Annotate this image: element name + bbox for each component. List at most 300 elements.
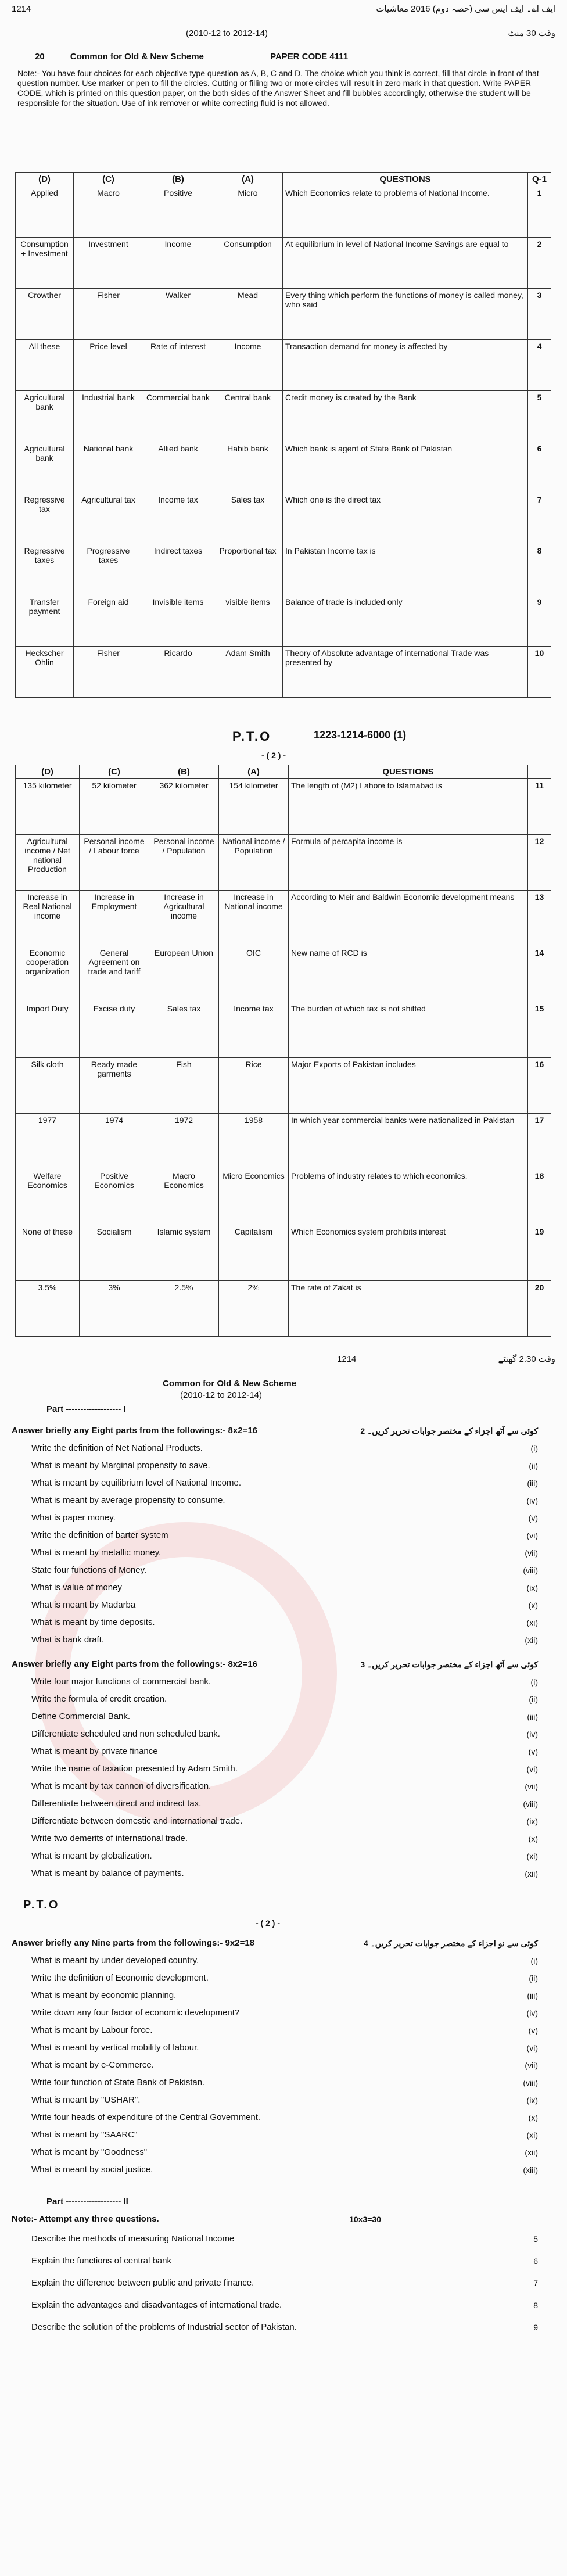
question-item-en: What is meant by economic planning.: [31, 1990, 177, 2000]
option-a: Capitalism: [219, 1225, 289, 1281]
option-d: 135 kilometer: [16, 779, 80, 835]
question-heading: [12, 1935, 555, 1952]
question-number: 1: [528, 186, 551, 238]
question-item: [12, 2004, 555, 2022]
question-item-number: (ix): [526, 1817, 538, 1826]
question-2: [12, 1422, 555, 1649]
option-a: Consumption: [213, 238, 283, 289]
option-d: All these: [16, 340, 74, 391]
question-item: [12, 1795, 555, 1813]
header-title-urdu: ایف اے۔ ایف ایس سی (حصہ دوم) 2016 معاشیات: [376, 4, 555, 14]
question-text: The length of (M2) Lahore to Islamabad is: [289, 779, 528, 835]
question-item-en: Write four major functions of commercial bank.: [31, 1677, 211, 1687]
option-b: Ricardo: [143, 647, 213, 698]
page-marker: - ( 2 ) -: [261, 751, 286, 760]
option-a: 154 kilometer: [219, 779, 289, 835]
question-number: 5: [528, 391, 551, 442]
question-item-number: (ix): [526, 2096, 538, 2105]
table-row: [16, 391, 551, 442]
option-a: 1958: [219, 1114, 289, 1169]
pto-label-2: P.T.O: [23, 1899, 60, 1911]
subjective-scheme-line: [12, 1378, 555, 1390]
option-d: Crowther: [16, 289, 74, 340]
option-a: 2%: [219, 1281, 289, 1337]
option-d: Regressive taxes: [16, 544, 74, 595]
column-header: Q-1: [528, 173, 551, 186]
question-number: 14: [528, 946, 551, 1002]
question-text: According to Meir and Baldwin Economic development means: [289, 891, 528, 946]
column-header: QUESTIONS: [289, 765, 528, 779]
header-line-3: [12, 51, 555, 63]
option-b: Rate of interest: [143, 340, 213, 391]
table-row: [16, 238, 551, 289]
question-item: [12, 1596, 555, 1614]
table-row: [16, 340, 551, 391]
question-text: In Pakistan Income tax is: [283, 544, 528, 595]
question-item-en: What is paper money.: [31, 1513, 116, 1523]
question-item-en: Write two demerits of international trade.: [31, 1834, 188, 1843]
question-item-number: (xii): [525, 2148, 538, 2157]
question-number: 11: [528, 779, 551, 835]
question-text: Transaction demand for money is affected by: [283, 340, 528, 391]
question-item-en: Differentiate between domestic and international trade.: [31, 1816, 243, 1826]
table-row: [16, 946, 551, 1002]
column-header: (B): [149, 765, 219, 779]
question-item-en: Write down any four factor of economic development?: [31, 2008, 240, 2018]
question-text: In which year commercial banks were nationalized in Pakistan: [289, 1114, 528, 1169]
question-item: [12, 1987, 555, 2004]
table-row: [16, 544, 551, 595]
option-a: Proportional tax: [213, 544, 283, 595]
option-b: 2.5%: [149, 1281, 219, 1337]
page-marker-2: - ( 2 ) -: [256, 1918, 280, 1928]
question-heading-ur: کوئی سے آٹھ اجزاء کے مختصر جوابات تحریر کریں۔ 2: [360, 1426, 538, 1436]
option-a: Adam Smith: [213, 647, 283, 698]
question-text: Theory of Absolute advantage of international Trade was presented by: [283, 647, 528, 698]
objective-table-2: [15, 765, 551, 1337]
question-item: [12, 1579, 555, 1596]
question-number: 9: [528, 595, 551, 647]
option-c: Personal income / Labour force: [80, 835, 149, 891]
header-line-1: [12, 3, 555, 15]
option-a: Micro: [213, 186, 283, 238]
option-c: Positive Economics: [80, 1169, 149, 1225]
part-two: [12, 2193, 555, 2338]
question-item: [12, 1760, 555, 1778]
question-item-number: (vii): [525, 1782, 538, 1791]
question-item: [12, 2161, 555, 2179]
question-item-number: (vii): [525, 1548, 538, 1558]
question-number: 17: [528, 1114, 551, 1169]
question-item-number: (vi): [526, 1531, 538, 1540]
option-a: Income: [213, 340, 283, 391]
question-item-en: Define Commercial Bank.: [31, 1712, 131, 1721]
header-marks: 20: [35, 52, 45, 62]
question-item-number: (iv): [526, 1496, 538, 1505]
question-item: [12, 1847, 555, 1865]
question-item-en: What is meant by Marginal propensity to save.: [31, 1461, 210, 1470]
table-row: [16, 186, 551, 238]
option-c: 52 kilometer: [80, 779, 149, 835]
question-heading: [12, 1422, 555, 1440]
question-item-en: Write the definition of Net National Products.: [31, 1443, 203, 1453]
question-item: [12, 1725, 555, 1743]
option-a: Increase in National income: [219, 891, 289, 946]
part-two-title-line: [12, 2193, 555, 2211]
question-4: [12, 1935, 555, 2179]
question-number: 18: [528, 1169, 551, 1225]
option-d: Agricultural bank: [16, 391, 74, 442]
part-two-instruction: Note:- Attempt any three questions.: [12, 2214, 159, 2224]
question-item-en: What is meant by balance of payments.: [31, 1868, 184, 1878]
question-item: [12, 2144, 555, 2161]
question-item: [12, 1969, 555, 1987]
question-heading-ur: کوئی سے نو اجزاء کے مختصر جوابات تحریر کریں۔ 4: [363, 1939, 538, 1948]
column-header: (A): [219, 765, 289, 779]
question-item-number: (viii): [523, 1566, 538, 1575]
table-row: [16, 595, 551, 647]
option-a: Mead: [213, 289, 283, 340]
option-a: visible items: [213, 595, 283, 647]
question-item-number: (xi): [526, 1852, 538, 1861]
option-b: Walker: [143, 289, 213, 340]
question-item-number: (ii): [529, 1461, 538, 1470]
question-item: [12, 1544, 555, 1562]
option-d: Silk cloth: [16, 1058, 80, 1114]
question-item-en: What is bank draft.: [31, 1635, 105, 1645]
option-a: Sales tax: [213, 493, 283, 544]
header-time: وقت 30 منٹ: [508, 28, 555, 38]
question-item-number: (iii): [527, 1991, 538, 2000]
paper-header: [12, 3, 555, 63]
option-a: Income tax: [219, 1002, 289, 1058]
question-item-en: State four functions of Money.: [31, 1565, 147, 1575]
option-d: Transfer payment: [16, 595, 74, 647]
question-item-number: (xiii): [523, 2165, 538, 2175]
question-text: Which Economics system prohibits interest: [289, 1225, 528, 1281]
long-question-number: 8: [533, 2301, 538, 2310]
option-c: 1974: [80, 1114, 149, 1169]
option-a: Micro Economics: [219, 1169, 289, 1225]
option-d: Agricultural bank: [16, 442, 74, 493]
option-c: Macro: [74, 186, 143, 238]
question-number: 6: [528, 442, 551, 493]
question-item-number: (v): [528, 1513, 538, 1523]
question-item: [12, 1673, 555, 1691]
question-number: 2: [528, 238, 551, 289]
question-text: The rate of Zakat is: [289, 1281, 528, 1337]
part-two-marks: 10x3=30: [349, 2215, 381, 2224]
question-item: [12, 1440, 555, 1457]
question-item-number: (v): [528, 1747, 538, 1756]
subjective-session-line: [12, 1390, 555, 1401]
question-number: 8: [528, 544, 551, 595]
question-item-en: Differentiate between direct and indirect tax.: [31, 1799, 202, 1809]
question-number: 4: [528, 340, 551, 391]
question-text: Major Exports of Pakistan includes: [289, 1058, 528, 1114]
option-c: Excise duty: [80, 1002, 149, 1058]
option-b: Positive: [143, 186, 213, 238]
objective-table-1: [15, 172, 551, 698]
option-c: Foreign aid: [74, 595, 143, 647]
question-heading-en: Answer briefly any Nine parts from the followings:- 9x2=18: [12, 1938, 255, 1948]
header-session: (2010-12 to 2012-14): [186, 28, 268, 38]
option-c: Fisher: [74, 289, 143, 340]
option-d: Import Duty: [16, 1002, 80, 1058]
question-item-number: (viii): [523, 1799, 538, 1809]
question-text: New name of RCD is: [289, 946, 528, 1002]
option-b: European Union: [149, 946, 219, 1002]
table-header-row: [16, 765, 551, 779]
option-d: Consumption + Investment: [16, 238, 74, 289]
option-d: None of these: [16, 1225, 80, 1281]
option-b: 1972: [149, 1114, 219, 1169]
header-code: 1214: [12, 4, 31, 14]
question-item-en: What is meant by Labour force.: [31, 2025, 153, 2035]
question-text: The burden of which tax is not shifted: [289, 1002, 528, 1058]
option-b: Personal income / Population: [149, 835, 219, 891]
question-item-number: (x): [528, 1834, 538, 1843]
table-row: [16, 647, 551, 698]
long-question-number: 9: [533, 2323, 538, 2332]
subjective-time: وقت 2.30 گھنٹے: [498, 1354, 555, 1364]
option-d: Economic cooperation organization: [16, 946, 80, 1002]
question-text: Which Economics relate to problems of National Income.: [283, 186, 528, 238]
question-item: [12, 2126, 555, 2144]
table-header-row: [16, 173, 551, 186]
pto-code: 1223-1214-6000 (1): [314, 729, 407, 741]
question-item-en: What is meant by tax cannon of diversification.: [31, 1781, 211, 1791]
long-question-item: [12, 2294, 555, 2316]
question-item-en: Differentiate scheduled and non scheduled bank.: [31, 1729, 220, 1739]
question-item: [12, 1952, 555, 1969]
option-c: Investment: [74, 238, 143, 289]
question-number: 15: [528, 1002, 551, 1058]
question-item-en: Write four heads of expenditure of the Central Government.: [31, 2112, 261, 2122]
question-item-en: What is meant by "Goodness": [31, 2147, 148, 2157]
column-header: (D): [16, 765, 80, 779]
question-item: [12, 1865, 555, 1882]
option-b: Sales tax: [149, 1002, 219, 1058]
question-item-number: (x): [528, 1601, 538, 1610]
question-item-en: What is meant by globalization.: [31, 1851, 152, 1861]
question-item: [12, 1813, 555, 1830]
column-header: QUESTIONS: [283, 173, 528, 186]
option-b: Allied bank: [143, 442, 213, 493]
option-b: Income tax: [143, 493, 213, 544]
question-text: Credit money is created by the Bank: [283, 391, 528, 442]
question-item-en: Write the definition of barter system: [31, 1530, 168, 1540]
option-b: Increase in Agricultural income: [149, 891, 219, 946]
option-a: Rice: [219, 1058, 289, 1114]
question-heading: [12, 1656, 555, 1673]
question-item-en: Write the formula of credit creation.: [31, 1694, 167, 1704]
question-item-number: (vii): [525, 2061, 538, 2070]
question-item-en: What is meant by private finance: [31, 1746, 158, 1756]
option-d: 1977: [16, 1114, 80, 1169]
option-a: OIC: [219, 946, 289, 1002]
option-c: National bank: [74, 442, 143, 493]
question-text: Which bank is agent of State Bank of Pakistan: [283, 442, 528, 493]
question-item-number: (xii): [525, 1869, 538, 1878]
question-number: 20: [528, 1281, 551, 1337]
option-b: Fish: [149, 1058, 219, 1114]
long-question-item: [12, 2228, 555, 2250]
instructions-note: Note:- You have four choices for each objective type question as A, B, C and D. The choice which you think is correct, fill that circle in front of that question number. Use marker or pen to fill the circles. Cutting or filling two or more circles will result in zero mark in that question. Write PAPER CODE, which is printed on this question paper, on the both sides of the Answer Sheet and fill bubbles accordingly, otherwise the student will be responsible for the situation. Use of ink remover or white correcting fluid is not allowed.: [17, 69, 539, 107]
question-text: Formula of percapita income is: [289, 835, 528, 891]
table-row: [16, 779, 551, 835]
question-item-en: Write the definition of Economic development.: [31, 1973, 209, 1983]
option-b: 362 kilometer: [149, 779, 219, 835]
part-two-title: Part ------------------- II: [46, 2197, 128, 2207]
question-heading-en: Answer briefly any Eight parts from the followings:- 8x2=16: [12, 1426, 258, 1436]
part-one-line: [12, 1404, 555, 1415]
part-one-title: Part ------------------- I: [46, 1404, 126, 1414]
question-item: [12, 1614, 555, 1631]
question-item-en: What is meant by "SAARC": [31, 2130, 138, 2140]
question-item-number: (i): [530, 1444, 538, 1453]
header-scheme: Common for Old & New Scheme: [70, 52, 204, 62]
table-row: [16, 1058, 551, 1114]
long-question-item: [12, 2272, 555, 2294]
question-item: [12, 2039, 555, 2057]
question-item-en: What is meant by "USHAR".: [31, 2095, 141, 2105]
long-question-en: Explain the difference between public and private finance.: [31, 2278, 254, 2288]
option-b: Macro Economics: [149, 1169, 219, 1225]
question-item: [12, 1830, 555, 1847]
question-item-en: What is value of money: [31, 1583, 122, 1592]
table-row: [16, 835, 551, 891]
table-row: [16, 891, 551, 946]
question-item-en: What is meant by equilibrium level of National Income.: [31, 1478, 241, 1488]
option-b: Invisible items: [143, 595, 213, 647]
option-c: Ready made garments: [80, 1058, 149, 1114]
subjective-session: (2010-12 to 2012-14): [180, 1390, 262, 1400]
question-item-en: Write the name of taxation presented by Adam Smith.: [31, 1764, 238, 1774]
option-a: National income / Population: [219, 835, 289, 891]
question-item-number: (ii): [529, 1974, 538, 1983]
question-item-number: (xii): [525, 1635, 538, 1645]
long-question-en: Describe the methods of measuring National Income: [31, 2234, 235, 2244]
question-item-number: (x): [528, 2113, 538, 2122]
option-d: Regressive tax: [16, 493, 74, 544]
option-a: Habib bank: [213, 442, 283, 493]
option-a: Central bank: [213, 391, 283, 442]
question-text: Problems of industry relates to which economics.: [289, 1169, 528, 1225]
long-question-item: [12, 2250, 555, 2272]
question-number: 12: [528, 835, 551, 891]
question-number: 19: [528, 1225, 551, 1281]
option-c: Increase in Employment: [80, 891, 149, 946]
long-question-en: Explain the advantages and disadvantages of international trade.: [31, 2300, 282, 2310]
question-item: [12, 1562, 555, 1579]
question-item-en: What is meant by average propensity to consume.: [31, 1495, 225, 1505]
long-question-item: [12, 2316, 555, 2338]
question-item-number: (i): [530, 1956, 538, 1965]
option-b: Commercial bank: [143, 391, 213, 442]
table-row: [16, 1114, 551, 1169]
question-number: 13: [528, 891, 551, 946]
option-b: Indirect taxes: [143, 544, 213, 595]
option-c: Fisher: [74, 647, 143, 698]
question-item: [12, 1743, 555, 1760]
subjective-header: [12, 1354, 555, 1415]
question-item: [12, 2074, 555, 2091]
question-item-en: What is meant by under developed country.: [31, 1956, 199, 1965]
part-two-items: [12, 2228, 555, 2338]
option-d: Increase in Real National income: [16, 891, 80, 946]
option-c: Progressive taxes: [74, 544, 143, 595]
header-line-2: [12, 28, 555, 40]
option-c: Price level: [74, 340, 143, 391]
question-number: 16: [528, 1058, 551, 1114]
pto-label: P.T.O: [232, 729, 272, 744]
question-item: [12, 1474, 555, 1492]
question-number: 3: [528, 289, 551, 340]
question-item: [12, 2022, 555, 2039]
question-item-number: (iv): [526, 2008, 538, 2018]
table-row: [16, 1169, 551, 1225]
option-c: Agricultural tax: [74, 493, 143, 544]
question-item-en: Write four function of State Bank of Pakistan.: [31, 2078, 205, 2087]
question-item-en: What is meant by e-Commerce.: [31, 2060, 154, 2070]
question-item: [12, 1457, 555, 1474]
long-question-number: 5: [533, 2234, 538, 2244]
question-text: Which one is the direct tax: [283, 493, 528, 544]
option-c: General Agreement on trade and tariff: [80, 946, 149, 1002]
question-item: [12, 2091, 555, 2109]
option-c: Socialism: [80, 1225, 149, 1281]
option-b: Islamic system: [149, 1225, 219, 1281]
question-item-en: What is meant by metallic money.: [31, 1548, 162, 1558]
long-question-en: Explain the functions of central bank: [31, 2256, 171, 2266]
question-item: [12, 1509, 555, 1527]
question-item: [12, 1527, 555, 1544]
question-item: [12, 1708, 555, 1725]
question-item-number: (iii): [527, 1712, 538, 1721]
option-d: Applied: [16, 186, 74, 238]
option-b: Income: [143, 238, 213, 289]
column-header: (C): [80, 765, 149, 779]
column-header: (A): [213, 173, 283, 186]
option-d: Agricultural income / Net national Production: [16, 835, 80, 891]
paper-code: PAPER CODE 4111: [270, 52, 349, 62]
column-header: (B): [143, 173, 213, 186]
question-item-number: (viii): [523, 2078, 538, 2087]
option-c: 3%: [80, 1281, 149, 1337]
question-text: At equilibrium in level of National Income Savings are equal to: [283, 238, 528, 289]
question-item-en: What is meant by vertical mobility of labour.: [31, 2043, 199, 2053]
question-item-en: What is meant by social justice.: [31, 2165, 153, 2175]
question-item: [12, 1492, 555, 1509]
question-item-number: (i): [530, 1677, 538, 1687]
question-item-number: (xi): [526, 1618, 538, 1627]
question-3: [12, 1656, 555, 1882]
table-row: [16, 442, 551, 493]
question-item: [12, 1691, 555, 1708]
long-question-en: Describe the solution of the problems of Industrial sector of Pakistan.: [31, 2322, 297, 2332]
subjective-header-line: [12, 1354, 555, 1365]
question-item-number: (v): [528, 2026, 538, 2035]
question-item: [12, 2109, 555, 2126]
option-c: Industrial bank: [74, 391, 143, 442]
question-heading-en: Answer briefly any Eight parts from the followings:- 8x2=16: [12, 1659, 258, 1669]
question-item-en: What is meant by Madarba: [31, 1600, 136, 1610]
column-header: (C): [74, 173, 143, 186]
option-d: 3.5%: [16, 1281, 80, 1337]
question-number: 7: [528, 493, 551, 544]
table-row: [16, 1225, 551, 1281]
